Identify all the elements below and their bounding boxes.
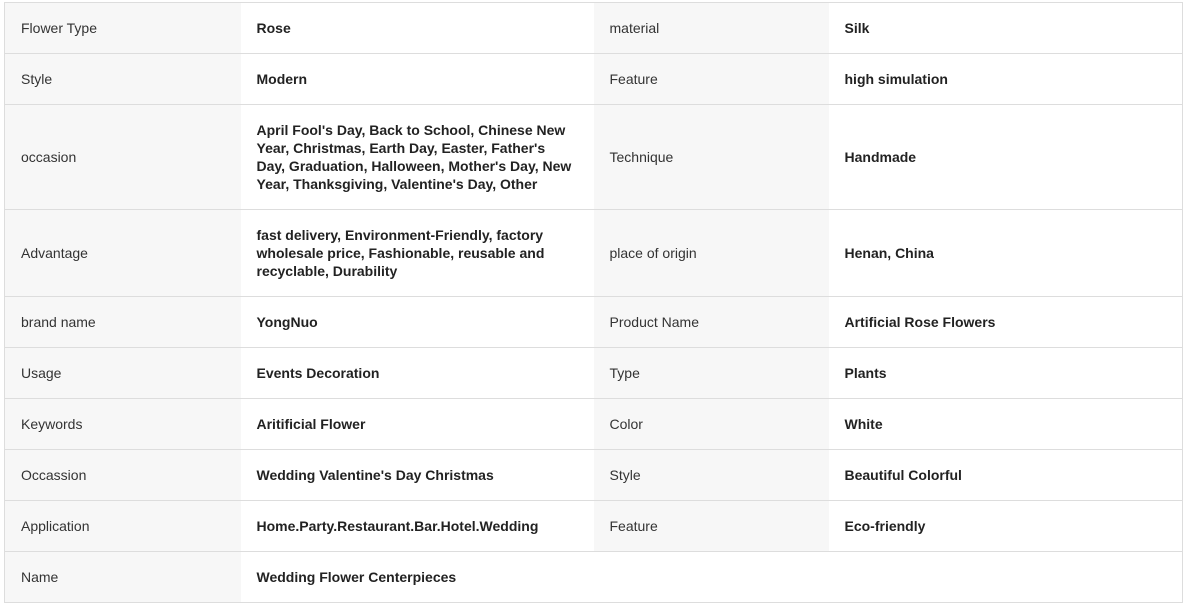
attribute-label: Style [594, 450, 829, 501]
attribute-value: Henan, China [829, 210, 1183, 297]
attribute-value: Wedding Valentine's Day Christmas [241, 450, 594, 501]
attribute-value: Artificial Rose Flowers [829, 297, 1183, 348]
table-row [5, 297, 1183, 348]
attribute-label: occasion [5, 105, 241, 210]
attribute-label: Name [5, 552, 241, 603]
table-row [5, 210, 1183, 297]
attribute-value: April Fool's Day, Back to School, Chinese New Year, Christmas, Earth Day, Easter, Father's Day, Graduation, Halloween, Mother's Day, New Year, Thanksgiving, Valentine's Day, Other [241, 105, 594, 210]
attribute-value: Rose [241, 3, 594, 54]
attribute-value: Wedding Flower Centerpieces [241, 552, 594, 603]
table-row [5, 3, 1183, 54]
empty-cell [829, 552, 1183, 603]
attribute-value: White [829, 399, 1183, 450]
attribute-label: Keywords [5, 399, 241, 450]
table-row [5, 399, 1183, 450]
attribute-value: Aritificial Flower [241, 399, 594, 450]
attribute-label: Occassion [5, 450, 241, 501]
table-row [5, 54, 1183, 105]
attribute-label: Flower Type [5, 3, 241, 54]
attribute-label: Product Name [594, 297, 829, 348]
attribute-label: brand name [5, 297, 241, 348]
attribute-value: Plants [829, 348, 1183, 399]
attribute-value: Handmade [829, 105, 1183, 210]
attribute-label: Technique [594, 105, 829, 210]
attribute-value: fast delivery, Environment-Friendly, factory wholesale price, Fashionable, reusable and recyclable, Durability [241, 210, 594, 297]
attribute-value: YongNuo [241, 297, 594, 348]
attribute-label: Color [594, 399, 829, 450]
table-row [5, 552, 1183, 603]
attribute-value: Modern [241, 54, 594, 105]
attribute-value: Eco-friendly [829, 501, 1183, 552]
attribute-label: Type [594, 348, 829, 399]
attribute-value: Silk [829, 3, 1183, 54]
attribute-label: Usage [5, 348, 241, 399]
attribute-label: Application [5, 501, 241, 552]
attributes-table [4, 2, 1183, 603]
attribute-label: Advantage [5, 210, 241, 297]
attribute-label: place of origin [594, 210, 829, 297]
table-row [5, 450, 1183, 501]
attribute-label: material [594, 3, 829, 54]
attribute-label: Feature [594, 54, 829, 105]
table-row [5, 105, 1183, 210]
attribute-value: high simulation [829, 54, 1183, 105]
table-row [5, 501, 1183, 552]
attribute-label: Style [5, 54, 241, 105]
attribute-value: Beautiful Colorful [829, 450, 1183, 501]
attribute-label: Feature [594, 501, 829, 552]
attribute-value: Home.Party.Restaurant.Bar.Hotel.Wedding [241, 501, 594, 552]
attribute-value: Events Decoration [241, 348, 594, 399]
product-attributes [4, 2, 1182, 603]
table-row [5, 348, 1183, 399]
empty-cell [594, 552, 829, 603]
